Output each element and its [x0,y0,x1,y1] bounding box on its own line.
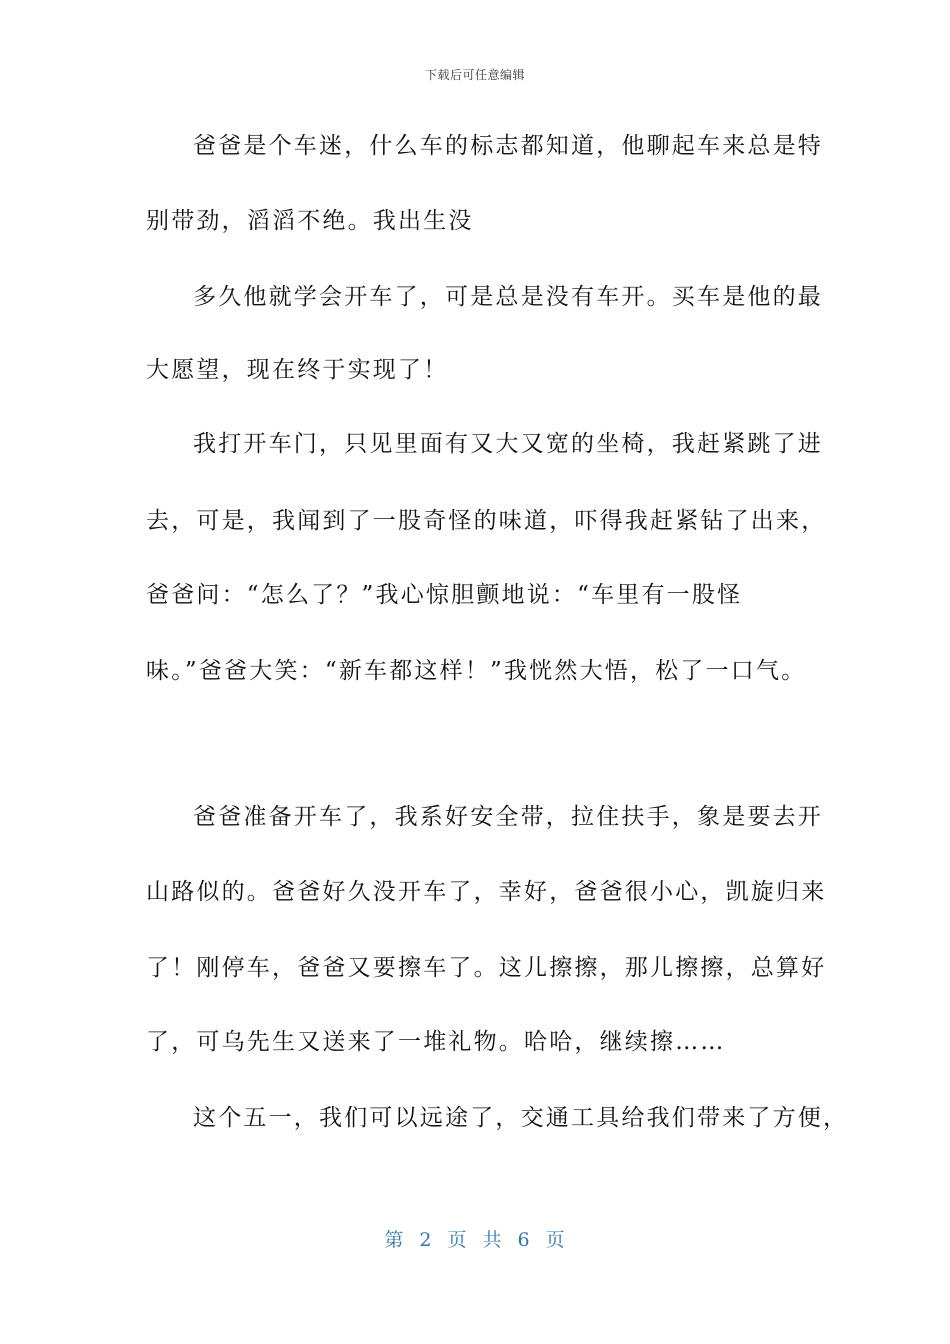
body-line: 去，可是，我闻到了一股奇怪的味道，吓得我赶紧钻了出来， [146,508,827,534]
body-line: 爸爸问：“怎么了？”我心惊胆颤地说：“车里有一股怪 [146,582,743,608]
body-line: 了，可乌先生又送来了一堆礼物。哈哈，继续擦…… [146,1029,726,1055]
body-line: 大愿望，现在终于实现了！ [146,357,449,383]
body-line: 爸爸是个车迷，什么车的标志都知道，他聊起车来总是特 [193,133,823,159]
body-line: 多久他就学会开车了，可是总是没有车开。买车是他的最 [193,284,823,310]
body-line: 爸爸准备开车了，我系好安全带，拉住扶手，象是要去开 [193,804,823,830]
body-line: 别带劲，滔滔不绝。我出生没 [146,208,474,234]
body-line: 这个五一，我们可以远途了，交通工具给我们带来了方便， [193,1105,849,1131]
body-line: 山路似的。爸爸好久没开车了，幸好，爸爸很小心，凯旋归来 [146,879,827,905]
page-header: 下载后可任意编辑 [424,68,525,82]
body-line: 味。”爸爸大笑：“新车都这样！”我恍然大悟，松了一口气。 [146,658,807,684]
page-footer: 第 2 页 共 6 页 [384,1229,566,1251]
body-line: 了！刚停车，爸爸又要擦车了。这儿擦擦，那儿擦擦，总算好 [146,955,827,981]
body-line: 我打开车门，只见里面有又大又宽的坐椅，我赶紧跳了进 [193,431,823,457]
